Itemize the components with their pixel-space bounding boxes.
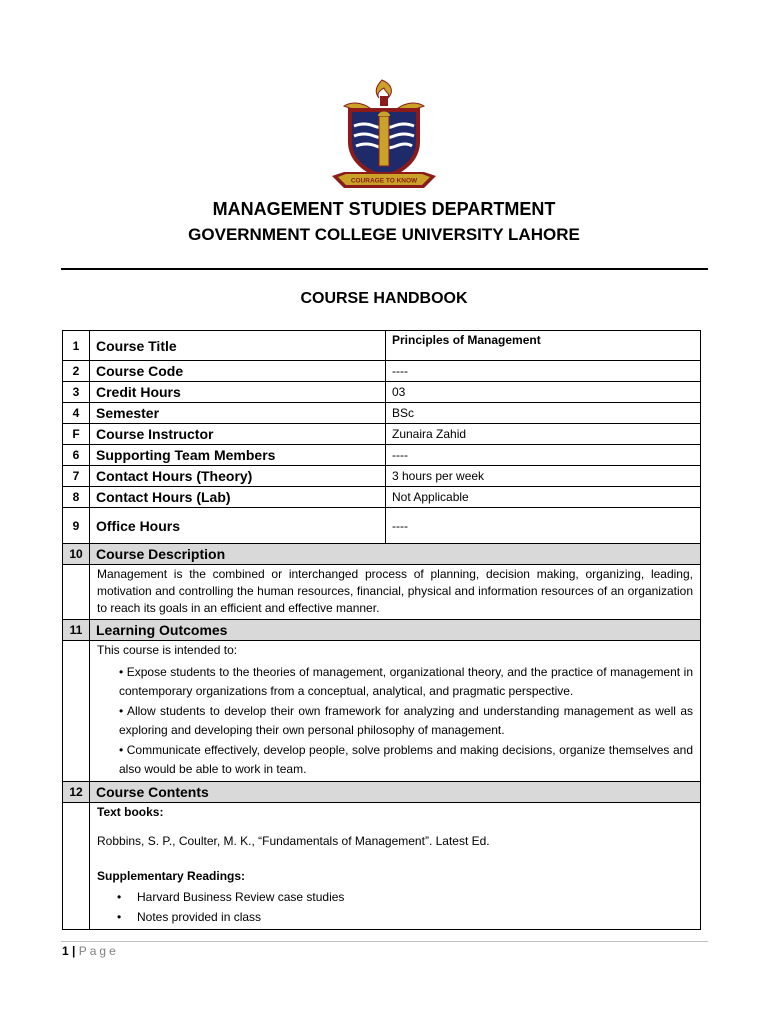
bullet-icon: • xyxy=(117,910,122,924)
section-header-contents xyxy=(63,782,701,803)
table-row xyxy=(63,508,701,544)
row-number: 6 xyxy=(63,445,90,466)
row-value: Principles of Management xyxy=(386,331,701,361)
page-footer xyxy=(62,944,119,958)
table-row xyxy=(63,331,701,361)
row-label: Course Code xyxy=(90,361,386,382)
row-value: 03 xyxy=(386,382,701,403)
row-label: Semester xyxy=(90,403,386,424)
table-row xyxy=(63,466,701,487)
section-label: Course Contents xyxy=(90,782,701,803)
textbook-reference: Robbins, S. P., Coulter, M. K., “Fundamentals of Management”. Latest Ed. xyxy=(97,834,490,848)
row-number: 11 xyxy=(63,620,90,641)
row-value: BSc xyxy=(386,403,701,424)
department-name: MANAGEMENT STUDIES DEPARTMENT xyxy=(212,199,556,219)
row-label: Office Hours xyxy=(90,508,386,544)
section-header-outcomes xyxy=(63,620,701,641)
university-crest-icon xyxy=(324,76,444,196)
row-value: Zunaira Zahid xyxy=(386,424,701,445)
row-value: ---- xyxy=(386,508,701,544)
supplementary-list xyxy=(97,887,693,927)
footer-separator: | xyxy=(72,944,76,958)
page-word: Page xyxy=(78,944,119,958)
row-label: Course Title xyxy=(90,331,386,361)
list-item: • Allow students to develop their own framework for analyzing and understanding management as well as exploring and developing their own personal philosophy of management. xyxy=(119,704,693,737)
row-number: F xyxy=(63,424,90,445)
row-label: Contact Hours (Lab) xyxy=(90,487,386,508)
row-label: Credit Hours xyxy=(90,382,386,403)
supplementary-heading: Supplementary Readings: xyxy=(97,869,246,883)
row-value: 3 hours per week xyxy=(386,466,701,487)
row-label: Course Instructor xyxy=(90,424,386,445)
bullet-icon: • xyxy=(119,665,124,679)
bullet-icon: • xyxy=(119,704,124,718)
table-row xyxy=(63,361,701,382)
section-label: Course Description xyxy=(90,544,701,565)
row-label: Contact Hours (Theory) xyxy=(90,466,386,487)
row-number: 7 xyxy=(63,466,90,487)
outcomes-intro: This course is intended to: xyxy=(97,643,238,657)
table-row xyxy=(63,487,701,508)
row-label: Supporting Team Members xyxy=(90,445,386,466)
row-number: 3 xyxy=(63,382,90,403)
textbooks-heading: Text books: xyxy=(97,805,164,819)
outcomes-row xyxy=(63,641,701,782)
course-info-table xyxy=(62,330,701,930)
table-row xyxy=(63,382,701,403)
row-number: 9 xyxy=(63,508,90,544)
row-number: 2 xyxy=(63,361,90,382)
learning-outcomes-body xyxy=(90,641,701,782)
table-row xyxy=(63,403,701,424)
row-number: 8 xyxy=(63,487,90,508)
document-title: COURSE HANDBOOK xyxy=(300,290,468,307)
table-row xyxy=(63,424,701,445)
row-value: ---- xyxy=(386,445,701,466)
university-name: GOVERNMENT COLLEGE UNIVERSITY LAHORE xyxy=(188,225,580,244)
header-divider xyxy=(61,268,708,270)
list-item: • Harvard Business Review case studies xyxy=(97,887,693,907)
row-value: ---- xyxy=(386,361,701,382)
section-header-description xyxy=(63,544,701,565)
page-number: 1 xyxy=(62,944,69,958)
list-item: • Notes provided in class xyxy=(97,907,693,927)
footer-divider xyxy=(61,941,708,942)
crest-motto: COURAGE TO KNOW xyxy=(350,177,418,185)
row-number: 10 xyxy=(63,544,90,565)
row-value: Not Applicable xyxy=(386,487,701,508)
bullet-icon: • xyxy=(117,890,122,904)
course-contents-body xyxy=(90,803,701,930)
row-number: 4 xyxy=(63,403,90,424)
list-item: • Expose students to the theories of management, organizational theory, and the practice of management in contemporary organizations from a conceptual, analytical, and pragmatic perspective. xyxy=(119,665,693,698)
row-number: 1 xyxy=(63,331,90,361)
section-label: Learning Outcomes xyxy=(90,620,701,641)
description-row xyxy=(63,565,701,620)
bullet-icon: • xyxy=(119,743,124,757)
list-item: • Communicate effectively, develop people, solve problems and making decisions, organize themselves and also would be able to work in team. xyxy=(119,743,693,776)
table-row xyxy=(63,445,701,466)
course-description-text: Management is the combined or interchanged process of planning, decision making, organizing, leading, motivation and controlling the human resources, financial, physical and information resources of an organization to reach its goals in an efficient and effective manner. xyxy=(90,565,701,620)
contents-row xyxy=(63,803,701,930)
row-number: 12 xyxy=(63,782,90,803)
